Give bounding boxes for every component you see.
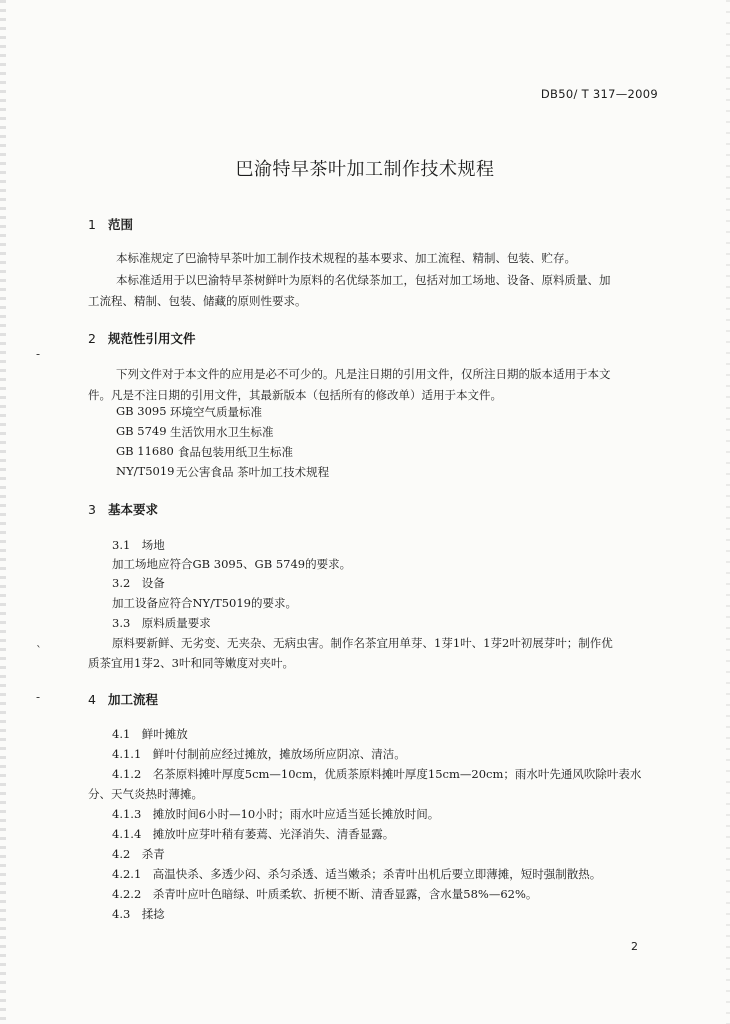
- document-code: DB50/ T 317—2009: [540, 87, 658, 101]
- clause-line: 分、天气炎热时薄摊。: [88, 787, 203, 801]
- section-heading-1: [88, 215, 133, 233]
- section-heading-3: [88, 500, 158, 518]
- document-title: 巴渝特早茶叶加工制作技术规程: [235, 159, 495, 180]
- clause-line: 4.1.1 鲜叶付制前应经过摊放，摊放场所应阴凉、清洁。: [112, 747, 406, 761]
- reference-title: 无公害食品 茶叶加工技术规程: [176, 465, 330, 479]
- section-heading-2: [88, 329, 196, 347]
- subsection-heading: 3.2 设备: [112, 576, 165, 590]
- paragraph-line: 件。凡是不注日期的引用文件，其最新版本（包括所有的修改单）适用于本文件。: [88, 388, 502, 402]
- reference-code: NY/T5019: [116, 464, 175, 478]
- section-number: 2: [88, 331, 96, 346]
- reference-code: GB 11680: [116, 444, 174, 458]
- clause-line: 4.1.2 名茶原料摊叶厚度5cm—10cm，优质茶原料摊叶厚度15cm—20cm；雨水叶先通风吹除叶表水: [112, 767, 642, 781]
- paragraph-line: 原料要新鲜、无劣变、无夹杂、无病虫害。制作名茶宜用单芽、1芽1叶、1芽2叶初展芽叶；制作优: [112, 636, 613, 650]
- scan-left-edge: [0, 0, 6, 1024]
- section-number: 4: [88, 692, 96, 707]
- reference-title: 生活饮用水卫生标准: [170, 425, 274, 439]
- section-heading-4: [88, 690, 158, 708]
- section-title: 规范性引用文件: [108, 331, 196, 346]
- paragraph-line: 工流程、精制、包装、储藏的原则性要求。: [88, 294, 307, 308]
- paragraph-line: 本标准适用于以巴渝特早茶树鲜叶为原料的名优绿茶加工，包括对加工场地、设备、原料质量、加: [116, 273, 611, 287]
- paragraph-line: 加工场地应符合GB 3095、GB 5749的要求。: [112, 557, 352, 571]
- clause-line: 4.1.3 摊放时间6小时—10小时；雨水叶应适当延长摊放时间。: [112, 807, 440, 821]
- paragraph-line: 下列文件对于本文件的应用是必不可少的。凡是注日期的引用文件，仅所注日期的版本适用于本文: [116, 367, 611, 381]
- subsection-heading: 3.3 原料质量要求: [112, 616, 211, 630]
- subsection-heading: 4.1 鲜叶摊放: [112, 727, 188, 741]
- scan-mark: -: [36, 347, 41, 361]
- scan-mark: -: [36, 690, 41, 704]
- subsection-heading: 4.3 揉捻: [112, 907, 165, 921]
- scan-mark: `: [36, 644, 42, 658]
- paragraph-line: 加工设备应符合NY/T5019的要求。: [112, 596, 297, 610]
- section-number: 1: [88, 217, 96, 232]
- section-title: 基本要求: [108, 502, 159, 517]
- reference-code: GB 5749: [116, 424, 167, 438]
- reference-title: 食品包装用纸卫生标准: [178, 445, 293, 459]
- reference-code: GB 3095: [116, 404, 167, 418]
- clause-line: 4.1.4 摊放叶应芽叶稍有萎蔫、光泽消失、清香显露。: [112, 827, 395, 841]
- reference-title: 环境空气质量标准: [170, 405, 262, 419]
- section-number: 3: [88, 502, 96, 517]
- paragraph-line: 本标准规定了巴渝特早茶叶加工制作技术规程的基本要求、加工流程、精制、包装、贮存。: [116, 251, 576, 265]
- scan-right-edge: [726, 0, 730, 1024]
- paragraph-line: 质茶宜用1芽2、3叶和同等嫩度对夹叶。: [88, 656, 294, 670]
- clause-line: 4.2.2 杀青叶应叶色暗绿、叶质柔软、折梗不断、清香显露，含水量58%—62%。: [112, 887, 538, 901]
- page-number: 2: [631, 940, 638, 953]
- section-title: 范围: [108, 217, 134, 232]
- clause-line: 4.2.1 高温快杀、多透少闷、杀匀杀透、适当嫩杀；杀青叶出机后要立即薄摊，短时强制散热。: [112, 867, 602, 881]
- subsection-heading: 3.1 场地: [112, 538, 165, 552]
- subsection-heading: 4.2 杀青: [112, 847, 165, 861]
- section-title: 加工流程: [108, 692, 159, 707]
